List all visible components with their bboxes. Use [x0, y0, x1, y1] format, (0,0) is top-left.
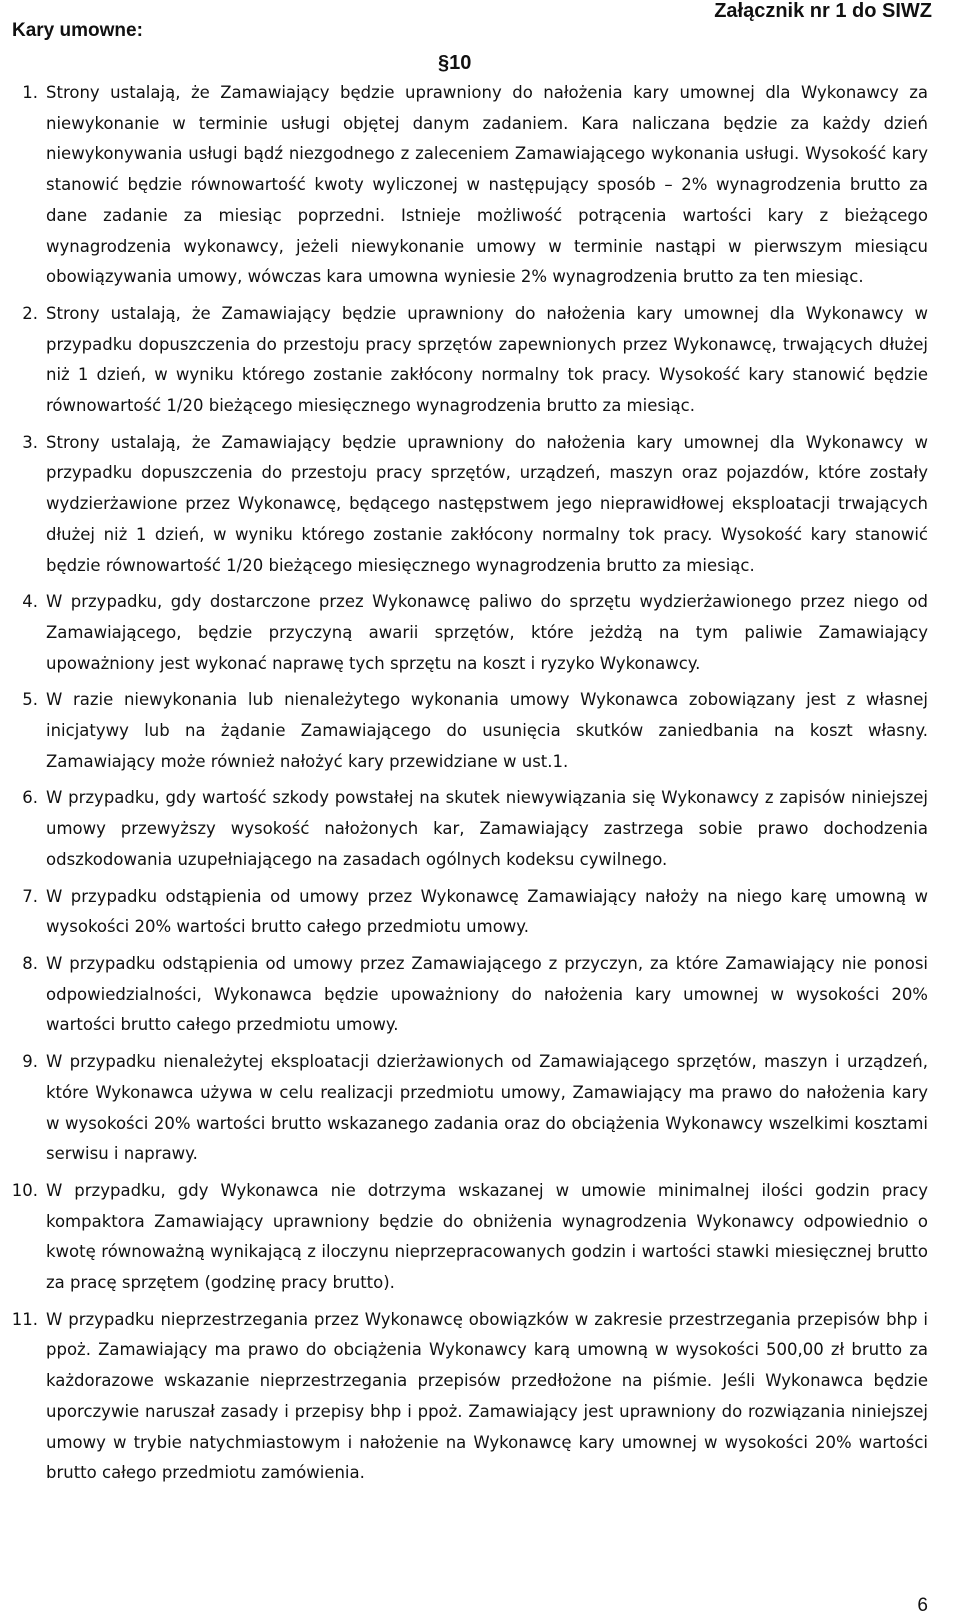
list-item: [0, 587, 960, 679]
penalty-list: [0, 78, 960, 1495]
item-number: 4.: [22, 592, 38, 612]
item-number: 1.: [22, 83, 38, 102]
list-item: [0, 783, 960, 875]
item-text: Strony ustalają, że Zamawiający będzie uprawniony do nałożenia kary umownej dla Wykonawcy w przypadku dopuszczenia do przestoju pracy sprzętów, urządzeń, maszyn oraz pojazdów, które zostały wydzierżawione przez Wykonawcę, będącego następstwem jego nieprawidłowej eksploatacji trwających dłużej niż 1 dzień, w wyniku którego zostanie zakłócony normalny tok pracy. Wysokość kary stanowić będzie równowartość 1/20 bieżącego miesięcznego wynagrodzenia brutto za miesiąc.: [46, 432, 928, 575]
item-text: Strony ustalają, że Zamawiający będzie uprawniony do nałożenia kary umownej dla Wykonawcy za niewykonanie w terminie usługi objętej danym zadaniem. Kara naliczana będzie za każdy dzień niewykonywania usługi bądź niezgodnego z zaleceniem Zamawiającego wykonania usługi. Wysokość kary stanowić będzie równowartość kwoty wyliczonej w następujący sposób – 2% wynagrodzenia brutto za dane zadanie za miesiąc poprzedni. Istnieje możliwość potrącenia wartości kary z bieżącego wynagrodzenia wykonawcy, jeżeli niewykonanie umowy w terminie nastąpi w pierwszym miesiącu obowiązywania umowy, wówczas kara umowna wyniesie 2% wynagrodzenia brutto za ten miesiąc.: [46, 83, 928, 287]
section-title: Kary umowne:: [12, 20, 143, 41]
list-item: [0, 1305, 960, 1489]
item-number: 5.: [22, 690, 38, 710]
annex-label: Załącznik nr 1 do SIWZ: [714, 0, 932, 22]
item-text: W przypadku, gdy Wykonawca nie dotrzyma wskazanej w umowie minimalnej ilości godzin pracy kompaktora Zamawiający uprawniony będzie do obniżenia wynagrodzenia Wykonawcy odpowiednio o kwotę równoważną wynikającą z iloczynu nieprzepracowanych godzin i wartości stawki miesięcznej brutto za pracę sprzętem (godzinę pracy brutto).: [46, 1180, 928, 1293]
list-item: [0, 685, 960, 777]
item-number: 2.: [22, 303, 38, 323]
list-item: [0, 78, 960, 293]
page-number: 6: [917, 1595, 928, 1616]
item-text: W razie niewykonania lub nienależytego wykonania umowy Wykonawca zobowiązany jest z własnej inicjatywy lub na żądanie Zamawiającego do usunięcia skutków zaniedbania na koszt własny. Zamawiający może również nałożyć kary przewidziane w ust.1.: [46, 690, 928, 771]
item-text: W przypadku odstąpienia od umowy przez Wykonawcę Zamawiający nałoży na niego karę umowną w wysokości 20% wartości brutto całego przedmiotu umowy.: [46, 886, 928, 937]
item-number: 3.: [22, 432, 38, 452]
item-text: W przypadku, gdy dostarczone przez Wykonawcę paliwo do sprzętu wydzierżawionego przez niego od Zamawiającego, będzie przyczyną awarii sprzętów, które jeżdżą na tym paliwie Zamawiający upoważniony jest wykonać naprawę tych sprzętu na koszt i ryzyko Wykonawcy.: [46, 592, 928, 673]
item-text: W przypadku odstąpienia od umowy przez Zamawiającego z przyczyn, za które Zamawiający nie ponosi odpowiedzialności, Wykonawca będzie upoważniony do nałożenia kary umownej w wysokości 20% wartości brutto całego przedmiotu umowy.: [46, 953, 928, 1035]
paragraph-number: §10: [438, 52, 472, 74]
item-text: W przypadku nieprzestrzegania przez Wykonawcę obowiązków w zakresie przestrzegania przepisów bhp i ppoż. Zamawiający ma prawo do obciążenia Wykonawcy karą umowną w wysokości 500,00 zł brutto za każdorazowe wskazanie nieprzestrzegania przepisów przedłożone na piśmie. Jeśli Wykonawca będzie uporczywie naruszał zasady i przepisy bhp i ppoż. Zamawiający jest uprawniony do rozwiązania niniejszej umowy w trybie natychmiastowym i nałożenie na Wykonawcę kary umownej w wysokości 20% wartości brutto całego przedmiotu zamówienia.: [46, 1309, 928, 1483]
item-number: 8.: [22, 953, 38, 973]
list-item: [0, 949, 960, 1041]
list-item: [0, 882, 960, 943]
item-number: 10.: [11, 1180, 38, 1200]
list-item: [0, 299, 960, 422]
item-number: 7.: [22, 886, 38, 906]
item-text: W przypadku nienależytej eksploatacji dzierżawionych od Zamawiającego sprzętów, maszyn i urządzeń, które Wykonawca używa w celu realizacji przedmiotu umowy, Zamawiający ma prawo do nałożenia kary w wysokości 20% wartości brutto wskazanego zadania oraz do obciążenia Wykonawcy wszelkimi kosztami serwisu i naprawy.: [46, 1052, 928, 1164]
list-item: [0, 1176, 960, 1299]
item-text: Strony ustalają, że Zamawiający będzie uprawniony do nałożenia kary umownej dla Wykonawcy w przypadku dopuszczenia do przestoju pracy sprzętów zapewnionych przez Wykonawcę, trwających dłużej niż 1 dzień, w wyniku którego zostanie zakłócony normalny tok pracy. Wysokość kary stanowić będzie równowartość 1/20 bieżącego miesięcznego wynagrodzenia brutto za miesiąc.: [46, 303, 928, 416]
item-text: W przypadku, gdy wartość szkody powstałej na skutek niewywiązania się Wykonawcy z zapisów niniejszej umowy przewyższy wysokość nałożonych kar, Zamawiający zastrzega sobie prawo dochodzenia odszkodowania uzupełniającego na zasadach ogólnych kodeksu cywilnego.: [46, 788, 928, 869]
item-number: 6.: [22, 788, 38, 808]
list-item: [0, 428, 960, 582]
item-number: 11.: [11, 1309, 38, 1329]
list-item: [0, 1047, 960, 1170]
item-number: 9.: [22, 1052, 38, 1072]
